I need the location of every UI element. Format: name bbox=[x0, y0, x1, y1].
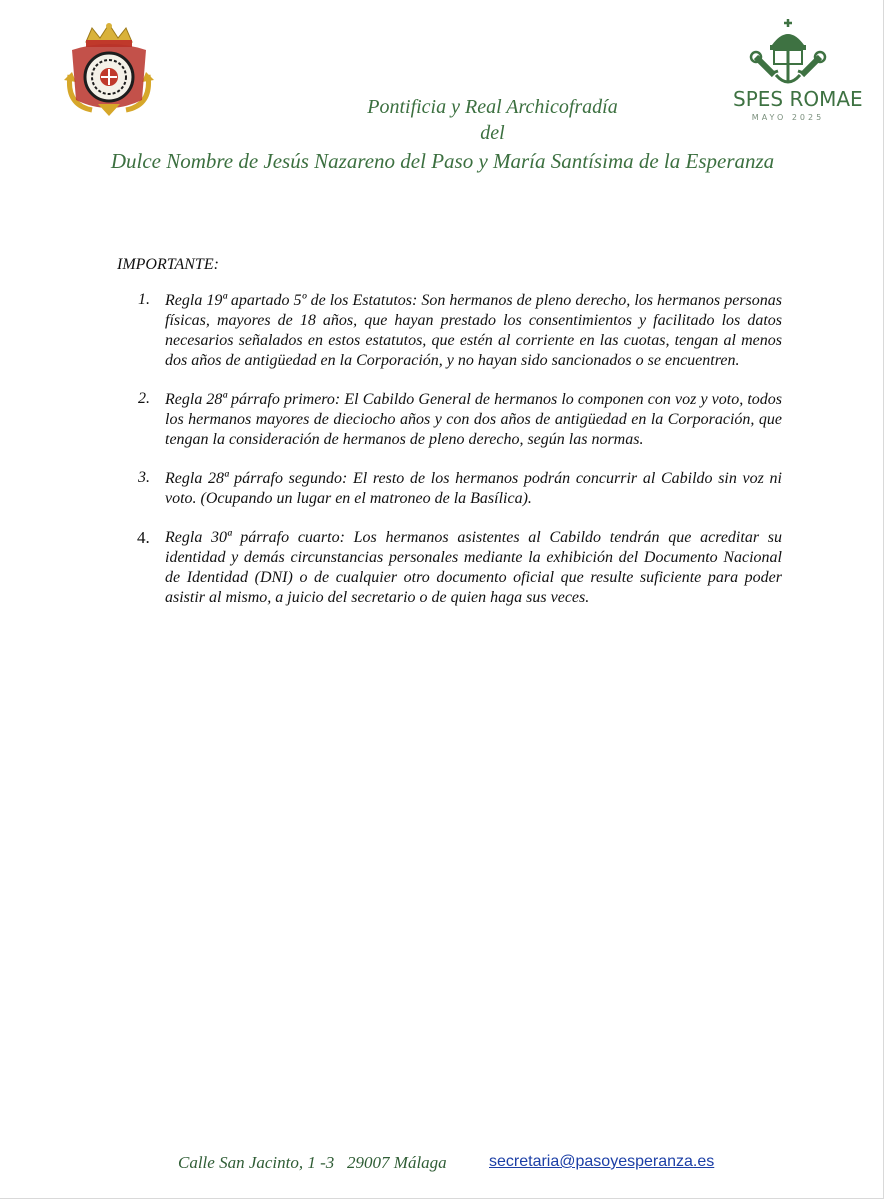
spes-logo-subtitle: MAYO 2025 bbox=[751, 113, 825, 122]
rule-text: Regla 30ª párrafo cuarto: Los hermanos asistentes al Cabildo tendrán que acreditar su identidad y demás circunstancias personales mediante la exhibición del Documento Nacional de Identidad (DNI) o de cualquier otro documento oficial que resulte suficiente para poder asistir al mismo, a juicio del secretario o de quien haga sus veces. bbox=[165, 529, 782, 606]
header-title-line-3: Dulce Nombre de Jesús Nazareno del Paso y María Santísima de la Esperanza bbox=[110, 149, 775, 173]
important-heading: IMPORTANTE: bbox=[117, 256, 219, 273]
rule-text: Regla 28ª párrafo segundo: El resto de los hermanos podrán concurrir al Cabildo sin voz ni voto. (Ocupando un lugar en el matroneo de la Basílica). bbox=[165, 470, 782, 507]
rule-item bbox=[0, 528, 885, 608]
rule-item bbox=[0, 390, 885, 450]
rule-text: Regla 28ª párrafo primero: El Cabildo General de hermanos lo componen con voz y voto, todos los hermanos mayores de dieciocho años y con dos años de antigüedad en la Corporación, que tengan la consideración de hermanos de pleno derecho, según las normas. bbox=[165, 391, 782, 448]
rule-number: 2. bbox=[138, 390, 150, 407]
rule-text: Regla 19ª apartado 5º de los Estatutos: Son hermanos de pleno derecho, los hermanos personas físicas, mayores de 18 años, que hayan prestado los consentimientos y facilitado los datos necesarios señalados en estos estatutos, que estén al corriente en las cuotas, tengan al menos dos años de antigüedad en la Corporación, y no hayan sido sancionados o se encuentren. bbox=[165, 292, 782, 369]
header-title-line-1: Pontificia y Real Archicofradía bbox=[367, 96, 618, 118]
rule-number: 3. bbox=[138, 469, 150, 486]
dome-anchor-icon bbox=[748, 17, 828, 89]
rules-list bbox=[0, 291, 885, 627]
header-title-line-2: del bbox=[480, 122, 505, 144]
spes-logo-title: SPES ROMAE bbox=[733, 87, 863, 111]
rule-number: 1. bbox=[138, 291, 150, 308]
footer-address: Calle San Jacinto, 1 -3 29007 Málaga bbox=[178, 1153, 447, 1172]
rule-item bbox=[0, 469, 885, 509]
footer-email-link[interactable]: secretaria@pasoyesperanza.es bbox=[489, 1153, 715, 1170]
rule-item bbox=[0, 291, 885, 371]
rule-number: 4. bbox=[137, 528, 150, 547]
